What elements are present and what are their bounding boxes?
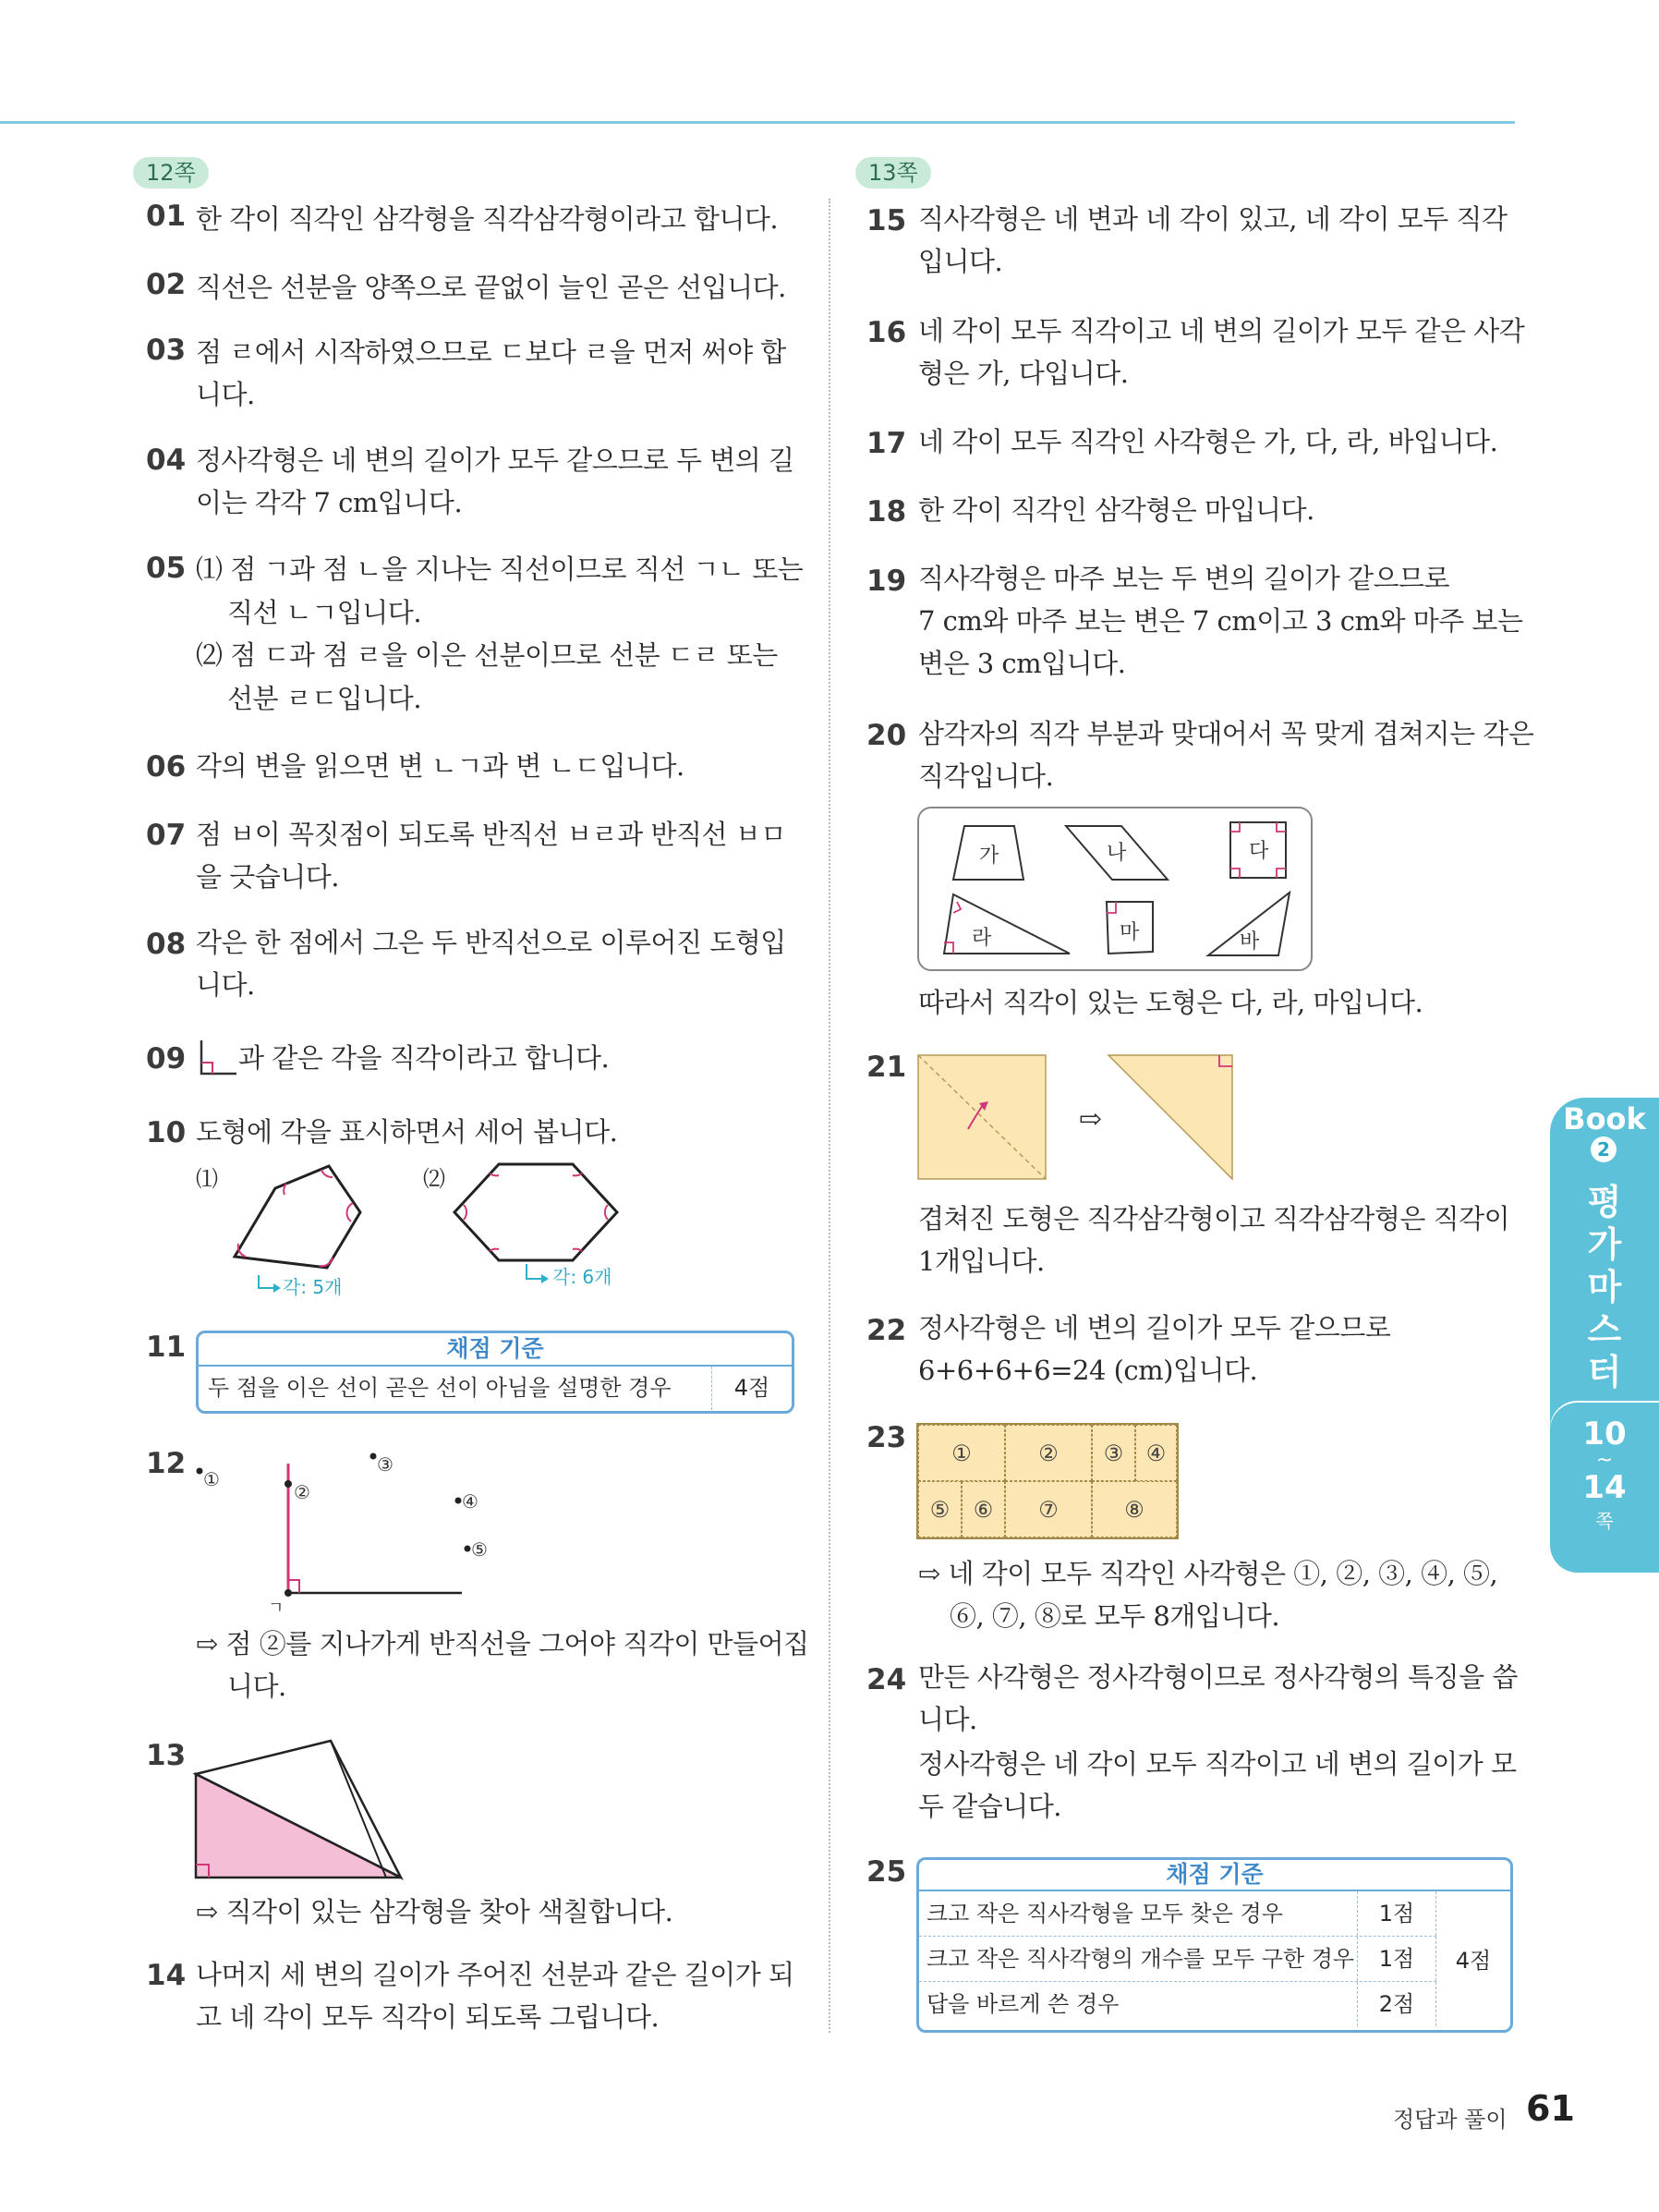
q04-line2: 이는 각각 7 cm입니다. (196, 487, 463, 518)
q16-line1: 네 각이 모두 직각이고 네 변의 길이가 모두 같은 사각 (918, 315, 1525, 346)
side-title-char-2: 가 (1587, 1224, 1622, 1265)
range-bottom: 14 (1582, 1469, 1627, 1506)
grid-cell-6: ⑥ (962, 1481, 1005, 1537)
q21-line1: 겹쳐진 도형은 직각삼각형이고 직각삼각형은 직각이 (918, 1203, 1510, 1234)
q23-number: 23 (866, 1421, 907, 1454)
page-tag-13: 13쪽 (855, 157, 931, 188)
q02-number: 02 (146, 268, 187, 301)
q24-line1: 만든 사각형은 정사각형이므로 정사각형의 특징을 씁 (918, 1661, 1518, 1693)
q09-text: 과 같은 각을 직각이라고 합니다. (238, 1042, 610, 1074)
point-5-label: ⑤ (471, 1538, 488, 1561)
hexagon-shape (454, 1164, 617, 1260)
q22-line2: 6+6+6+6=24 (cm)입니다. (918, 1355, 1258, 1386)
q10-count-1: 각: 5개 (283, 1276, 343, 1298)
q08-line1: 각은 한 점에서 그은 두 반직선으로 이루어진 도형입 (196, 927, 786, 958)
q10-label-1: ⑴ (196, 1166, 218, 1192)
side-range (1550, 1403, 1659, 1573)
grid-cell-8: ⑧ (1092, 1481, 1177, 1537)
q19-number: 19 (866, 565, 907, 598)
q21-figure (914, 1051, 1238, 1185)
q04-number: 04 (146, 444, 187, 477)
q18-text: 한 각이 직각인 삼각형은 마입니다. (918, 494, 1314, 526)
q03-line1: 점 ㄹ에서 시작하였으므로 ㄷ보다 ㄹ을 먼저 써야 합 (196, 336, 786, 368)
q10-label-2: ⑵ (423, 1166, 445, 1192)
q24-line3: 정사각형은 네 각이 모두 직각이고 네 변의 길이가 모 (918, 1748, 1517, 1780)
q24-number: 24 (866, 1663, 907, 1696)
criteria-score: 4점 (733, 1375, 770, 1401)
q12-line1: ⇨ 점 ②를 지나가게 반직선을 그어야 직각이 만들어집 (196, 1628, 809, 1659)
criteria-row-1: 크고 작은 직사각형을 모두 찾은 경우 (919, 1891, 1358, 1936)
q01-number: 01 (146, 200, 187, 233)
q16-number: 16 (866, 316, 907, 349)
q10-number: 10 (146, 1116, 187, 1149)
q24-line4: 두 같습니다. (918, 1791, 1062, 1822)
column-separator (829, 199, 830, 2033)
criteria-row-2: 크고 작은 직사각형의 개수를 모두 구한 경우 (919, 1937, 1358, 1981)
q18-number: 18 (866, 495, 907, 529)
q03-number: 03 (146, 334, 187, 367)
q25-number: 25 (866, 1855, 907, 1889)
criteria-row-1-score: 1점 (1358, 1891, 1436, 1936)
criteria-row-3-score: 2점 (1358, 1982, 1436, 2026)
grid-cell-4: ④ (1135, 1425, 1177, 1481)
pentagon-shape (235, 1166, 360, 1268)
q11-number: 11 (146, 1331, 187, 1364)
right-angle-icon (198, 1039, 238, 1077)
side-title-char-1: 평 (1587, 1182, 1622, 1222)
q23-grid (916, 1423, 1179, 1539)
criteria-row-3: 답을 바르게 쓴 경우 (919, 1982, 1358, 2026)
q20-line1: 삼각자의 직각 부분과 맞대어서 꼭 맞게 겹쳐지는 각은 (918, 718, 1534, 749)
q21-number: 21 (866, 1051, 907, 1084)
q15-line1: 직사각형은 네 변과 네 각이 있고, 네 각이 모두 직각 (918, 203, 1508, 235)
q11-criteria-table (196, 1331, 794, 1414)
book-label: Book (1563, 1101, 1646, 1136)
q20-line2: 직각입니다. (918, 760, 1054, 792)
q20-number: 20 (866, 719, 907, 752)
criteria-total: 4점 (1455, 1947, 1492, 1974)
q07-number: 07 (146, 819, 187, 852)
q12-figure (185, 1441, 554, 1617)
q13-text: ⇨ 직각이 있는 삼각형을 찾아 색칠합니다. (196, 1896, 673, 1927)
q02-text: 직선은 선분을 양쪽으로 끝없이 늘인 곧은 선입니다. (196, 272, 786, 303)
q19-line3: 변은 3 cm입니다. (918, 648, 1126, 679)
q07-line1: 점 ㅂ이 꼭짓점이 되도록 반직선 ㅂㄹ과 반직선 ㅂㅁ (196, 819, 786, 850)
q03-line2: 니다. (196, 379, 255, 410)
q12-number: 12 (146, 1447, 187, 1480)
q08-line2: 니다. (196, 969, 255, 1001)
q09-number: 09 (146, 1042, 187, 1076)
q01-text: 한 각이 직각인 삼각형을 직각삼각형이라고 합니다. (196, 203, 779, 235)
q14-line1: 나머지 세 변의 길이가 주어진 선분과 같은 길이가 되 (196, 1959, 794, 1990)
q12-line2: 니다. (227, 1671, 286, 1702)
criteria-row-2-score: 1점 (1358, 1937, 1436, 1981)
q05-number: 05 (146, 552, 187, 585)
q23-line2: ⑥, ⑦, ⑧로 모두 8개입니다. (950, 1600, 1280, 1632)
q15-line2: 입니다. (918, 246, 1003, 277)
q15-number: 15 (866, 204, 907, 237)
q13-figure (190, 1728, 412, 1885)
footer-label: 정답과 풀이 (1393, 2107, 1508, 2133)
grid-cell-3: ③ (1092, 1425, 1135, 1481)
side-title (1550, 1181, 1659, 1393)
q13-number: 13 (146, 1739, 187, 1772)
q16-line2: 형은 가, 다입니다. (918, 358, 1129, 389)
shape-label-da: 다 (1249, 840, 1269, 863)
grid-cell-2: ② (1005, 1425, 1092, 1481)
arrow-icon: ⇨ (1079, 1103, 1103, 1136)
book-number-badge: 2 (1591, 1136, 1617, 1162)
q25-criteria-table (916, 1857, 1513, 2033)
grid-cell-5: ⑤ (918, 1481, 962, 1537)
point-3-label: ③ (377, 1453, 394, 1476)
q19-line1: 직사각형은 마주 보는 두 변의 길이가 같으므로 (918, 563, 1450, 594)
side-title-char-3: 마 (1587, 1267, 1622, 1307)
side-title-char-4: 스 (1587, 1309, 1622, 1350)
page-number: 61 (1526, 2088, 1575, 2129)
shape-label-ra: 라 (972, 927, 992, 950)
side-title-char-5: 터 (1587, 1352, 1622, 1392)
q06-number: 06 (146, 750, 187, 784)
page-tag-12: 12쪽 (133, 157, 209, 188)
q23-line1: ⇨ 네 각이 모두 직각인 사각형은 ①, ②, ③, ④, ⑤, (918, 1558, 1498, 1589)
q04-line1: 정사각형은 네 변의 길이가 모두 같으므로 두 변의 길 (196, 444, 794, 476)
corner-label: ㄱ (268, 1598, 285, 1617)
point-1-label: ① (203, 1468, 220, 1490)
q05-line4: 선분 ㄹㄷ입니다. (227, 683, 422, 714)
q20-after: 따라서 직각이 있는 도형은 다, 라, 마입니다. (918, 987, 1423, 1018)
shape-label-ga: 가 (979, 845, 999, 868)
grid-cell-7: ⑦ (1005, 1481, 1092, 1537)
q05-line1: ⑴ 점 ㄱ과 점 ㄴ을 지나는 직선이므로 직선 ㄱㄴ 또는 (196, 553, 804, 585)
criteria-title: 채점 기준 (199, 1333, 792, 1367)
range-top: 10 (1582, 1416, 1627, 1452)
criteria-title: 채점 기준 (919, 1860, 1510, 1891)
q07-line2: 을 긋습니다. (196, 861, 340, 893)
q14-number: 14 (146, 1959, 187, 1992)
shape-label-ba: 바 (1240, 930, 1260, 954)
shape-label-na: 나 (1107, 842, 1127, 865)
point-4-label: ④ (462, 1490, 478, 1513)
point-2-label: ② (294, 1481, 310, 1503)
q19-line2: 7 cm와 마주 보는 변은 7 cm이고 3 cm와 마주 보는 (918, 605, 1523, 637)
q14-line2: 고 네 각이 모두 직각이 되도록 그립니다. (196, 2001, 660, 2033)
q20-shapes-box (916, 806, 1315, 974)
top-rule (0, 121, 1515, 124)
q05-line3: ⑵ 점 ㄷ과 점 ㄹ을 이은 선분이므로 선분 ㄷㄹ 또는 (196, 639, 778, 671)
q22-line1: 정사각형은 네 변의 길이가 모두 같으므로 (918, 1312, 1391, 1343)
q17-number: 17 (866, 427, 907, 460)
q24-line2: 니다. (918, 1704, 977, 1735)
criteria-item: 두 점을 이은 선이 곧은 선이 아님을 설명한 경우 (199, 1367, 712, 1410)
range-tilde: ~ (1595, 1449, 1614, 1472)
q05-line2: 직선 ㄴㄱ입니다. (227, 597, 422, 628)
grid-cell-1: ① (918, 1425, 1005, 1481)
q17-text: 네 각이 모두 직각인 사각형은 가, 다, 라, 바입니다. (918, 426, 1498, 457)
q22-number: 22 (866, 1314, 907, 1347)
q21-line2: 1개입니다. (918, 1246, 1045, 1277)
q10-count-2: 각: 6개 (552, 1266, 612, 1288)
shape-label-ma: 마 (1120, 921, 1140, 944)
q08-number: 08 (146, 928, 187, 961)
q10-text: 도형에 각을 표시하면서 세어 봅니다. (196, 1116, 618, 1148)
q06-text: 각의 변을 읽으면 변 ㄴㄱ과 변 ㄴㄷ입니다. (196, 750, 684, 782)
range-unit: 쪽 (1595, 1510, 1614, 1532)
